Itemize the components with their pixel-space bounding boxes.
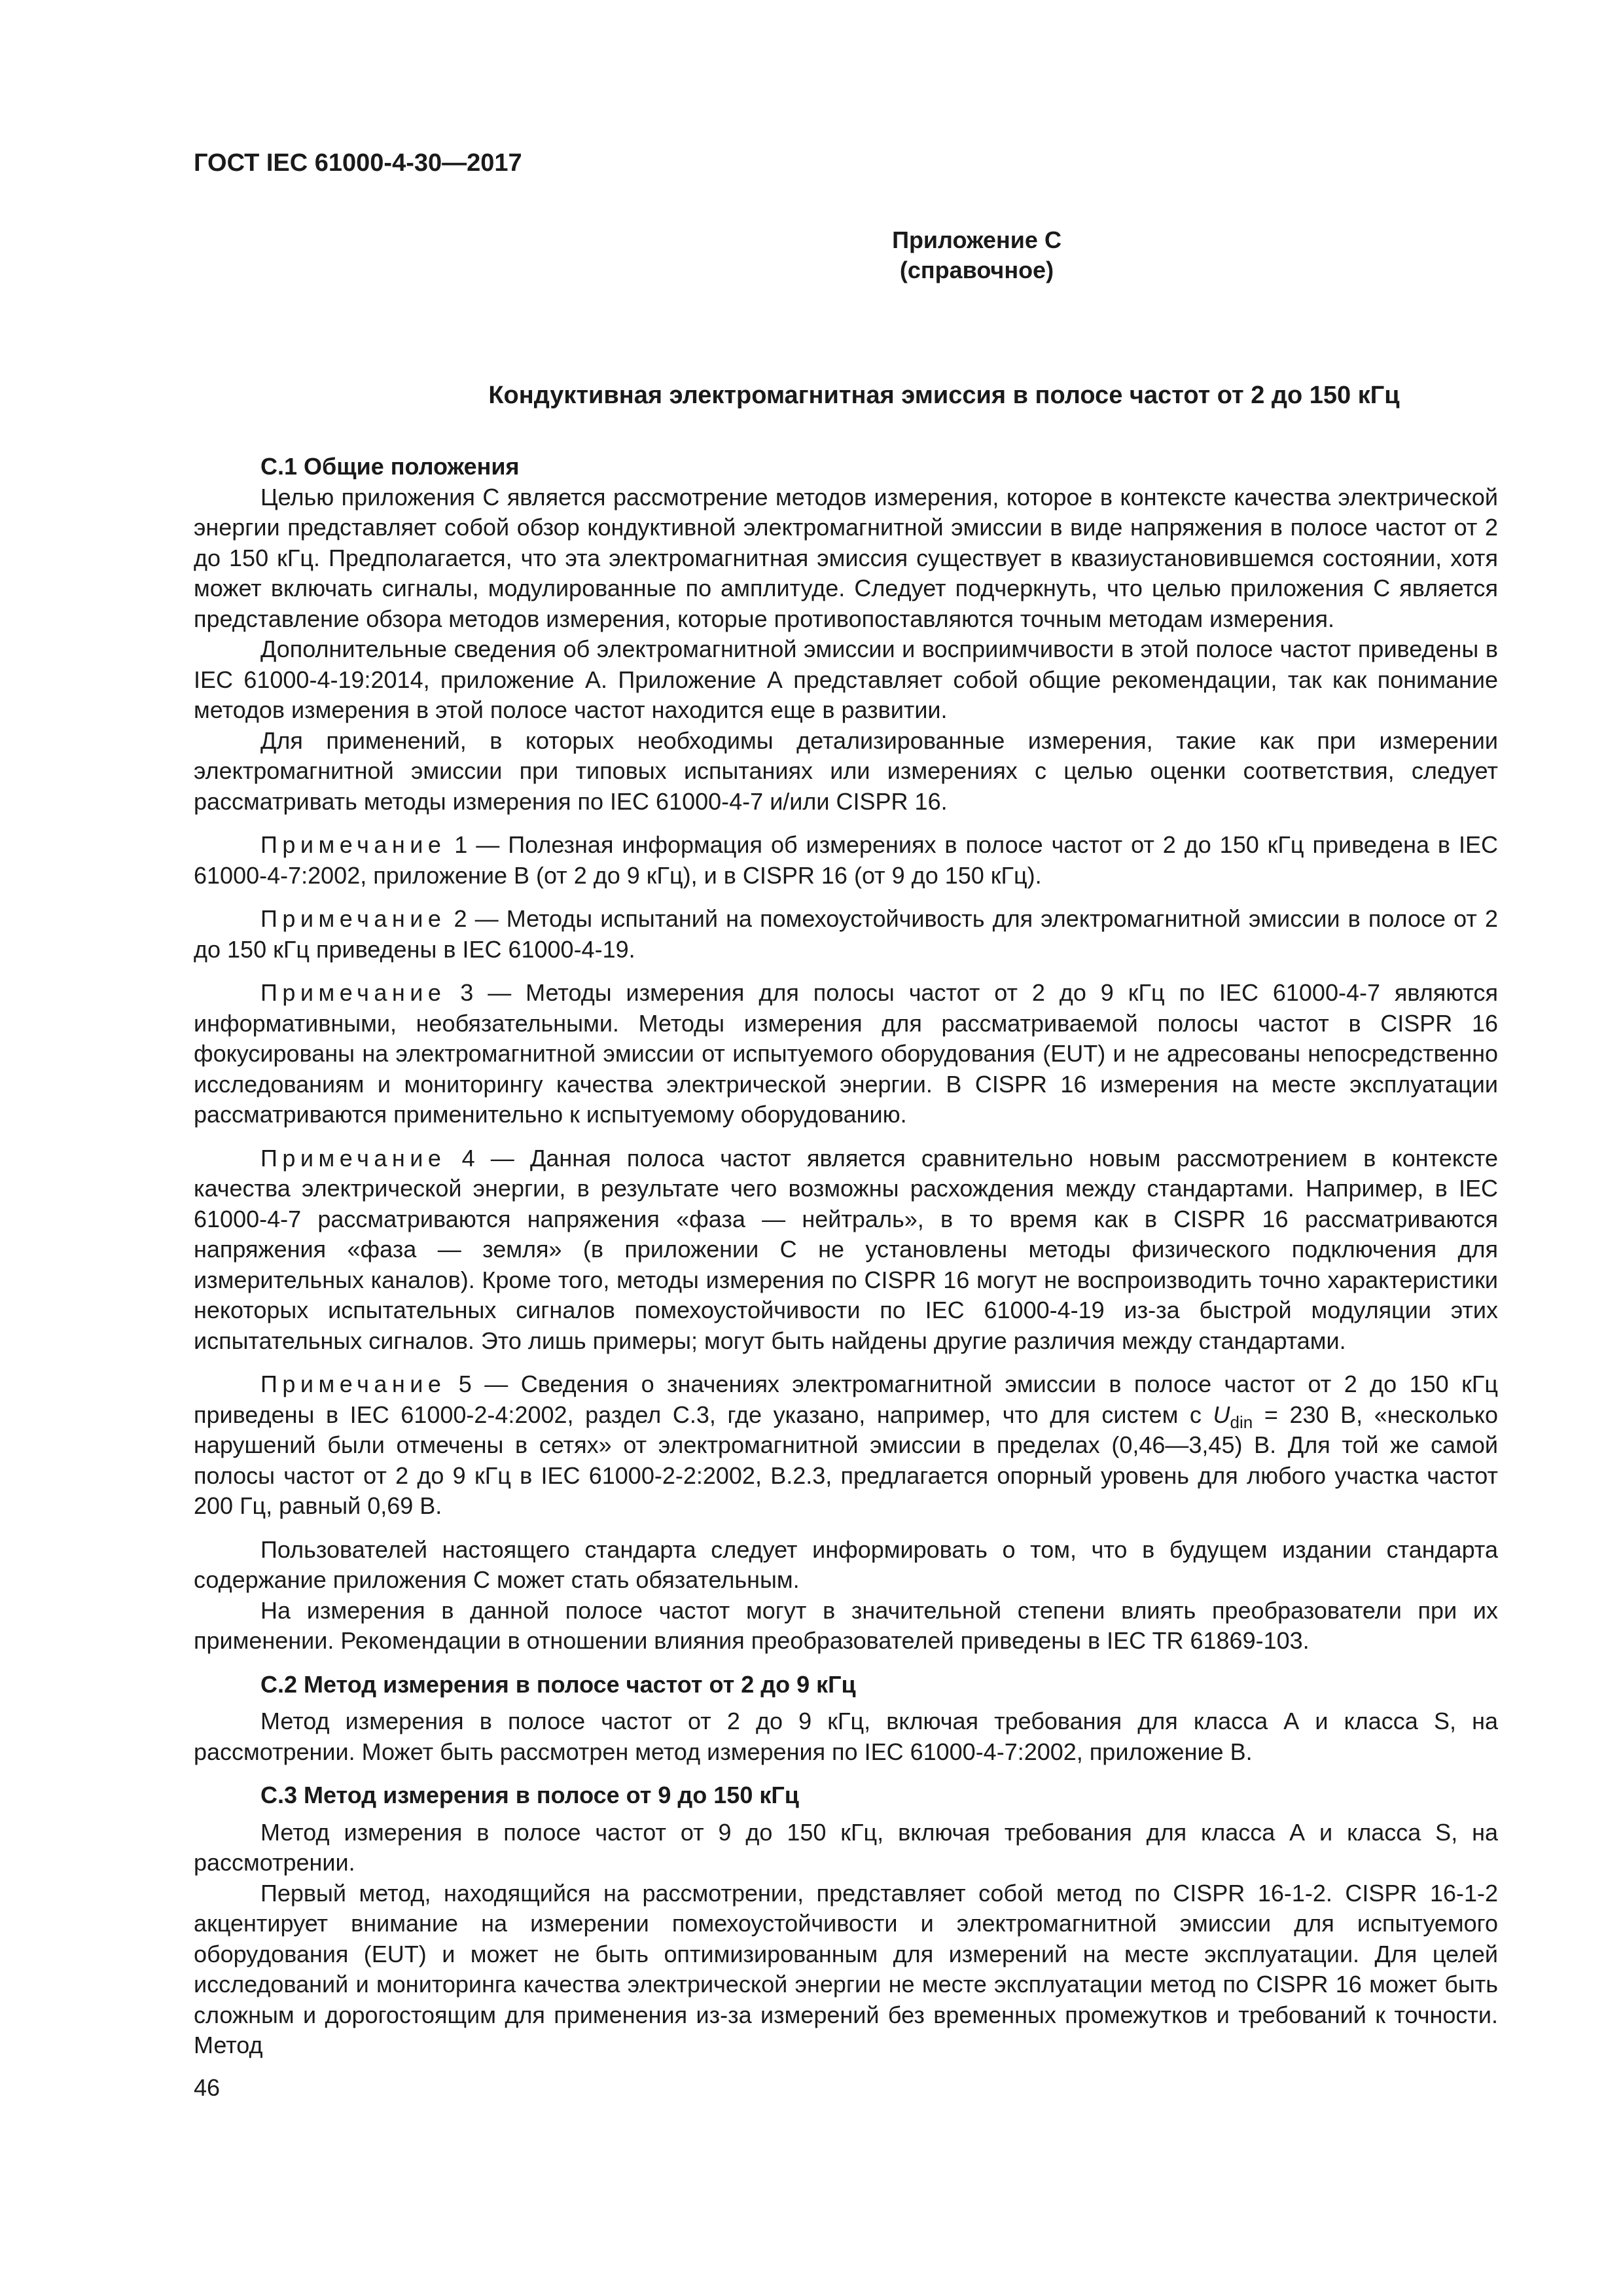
- paragraph: Для применений, в которых необходимы детализированные измерения, такие как при измерении электромагнитной эмиссии при типовых испытаниях или измерениях с целью оценки соответствия, следует рассматривать методы измерения по IEC 61000-4-7 и/или CISPR 16.: [194, 726, 1498, 815]
- paragraph: На измерения в данной полосе частот могут в значительной степени влиять преобразователи при их применении. Рекомендации в отношении влияния преобразователей приведены в IEC TR 61869-103.: [194, 1596, 1498, 1654]
- note-1: [194, 830, 1498, 891]
- voltage-symbol: U: [1213, 1401, 1230, 1428]
- appendix-label: Приложение С: [892, 226, 1061, 253]
- section-heading-c3: С.3 Метод измерения в полосе от 9 до 150 кГц: [260, 1782, 799, 1808]
- note-label: Примечание: [260, 831, 446, 858]
- standard-header: ГОСТ IEC 61000-4-30—2017: [194, 149, 522, 177]
- note-text: 4 — Данная полоса частот является сравнительно новым рассмотрением в контексте качества электрической энергии, в результате чего возможны расхождения между стандартами. Например, в IEC 61000-4-7 рассматриваются напряжения «фаза — нейтраль», в то время как в CISPR 16 рассматриваются напряжения «фаза — земля» (в приложении С не установлены методы физического подключения для измерительных каналов). Кроме того, методы измерения по CISPR 16 могут не воспроизводить точно характеристики некоторых испытательных сигналов помехоустойчивости по IEC 61000-4-19 из-за быстрой модуляции этих испытательных сигналов. Это лишь примеры; могут быть найдены другие различия между стандартами.: [194, 1144, 1498, 1354]
- note-label: Примечание: [260, 1144, 446, 1172]
- page-number: 46: [194, 2074, 221, 2101]
- paragraph: Первый метод, находящийся на рассмотрении, представляет собой метод по CISPR 16-1-2. CISPR 16-1-2 акцентирует внимание на измерении помехоустойчивости и электромагнитной эмиссии для испытуемого оборудования (EUT) и может не быть оптимизированным для измерений на месте эксплуатации. Для целей исследований и мониторинга качества электрической энергии не месте эксплуатации метод по CISPR 16 может быть сложным и дорогостоящим для применения из-за измерений без временных промежутков и требований к точности. Метод: [194, 1879, 1498, 2058]
- note-label: Примечание: [260, 1371, 446, 1397]
- note-text: 3 — Методы измерения для полосы частот от 2 до 9 кГц по IEC 61000-4-7 являются информативными, необязательными. Методы измерения для рассматриваемой полосы частот в CISPR 16 фокусированы на электромагнитной эмиссии от испытуемого оборудования (EUT) и не адресованы непосредственно исследованиям и мониторингу качества электрической энергии. В CISPR 16 измерения на месте эксплуатации рассматриваются применительно к испытуемому оборудованию.: [194, 979, 1498, 1128]
- paragraph: Целью приложения С является рассмотрение методов измерения, которое в контексте качества электрической энергии представляет собой обзор кондуктивной электромагнитной эмиссии в виде напряжения в полосе частот от 2 до 150 кГц. Предполагается, что эта электромагнитная эмиссия существует в квазиустановившемся состоянии, хотя может включать сигналы, модулированные по амплитуде. Следует подчеркнуть, что целью приложения С является представление обзора методов измерения, которые противопоставляются точным методам измерения.: [194, 483, 1498, 632]
- section-heading-c1: С.1 Общие положения: [260, 453, 520, 480]
- note-text: 5 — Сведения о значениях электромагнитной эмиссии в полосе частот от 2 до 150 кГц приведены в IEC 61000-2-4:2002, раздел С.3, где указано, например, что для систем с: [194, 1371, 1498, 1428]
- document-body: [194, 452, 1498, 2061]
- note-text: 1 — Полезная информация об измерениях в полосе частот от 2 до 150 кГц приведена в IEC 61000-4-7:2002, приложение В (от 2 до 9 кГц), и в CISPR 16 (от 9 до 150 кГц).: [194, 831, 1498, 889]
- note-text: = 230 В, «несколько нарушений были отмечены в сетях» от электромагнитной эмиссии в пределах (0,46—3,45) В. Для той же самой полосы частот от 2 до 9 кГц в IEC 61000-2-2:2002, В.2.3, предлагается опорный уровень для любого участка частот 200 Гц, равный 0,69 В.: [194, 1401, 1498, 1519]
- note-label: Примечание: [260, 905, 446, 932]
- note-4: [194, 1143, 1498, 1357]
- note-2: [194, 904, 1498, 965]
- note-5: [194, 1369, 1498, 1522]
- paragraph: Пользователей настоящего стандарта следует информировать о том, что в будущем издании стандарта содержание приложения С может стать обязательным.: [194, 1535, 1498, 1593]
- paragraph: Метод измерения в полосе частот от 9 до 150 кГц, включая требования для класса А и класса S, на рассмотрении.: [194, 1818, 1498, 1876]
- appendix-title: Кондуктивная электромагнитная эмиссия в полосе частот от 2 до 150 кГц: [488, 382, 1400, 409]
- note-label: Примечание: [260, 979, 446, 1006]
- paragraph: Метод измерения в полосе частот от 2 до 9 кГц, включая требования для класса А и класса S, на рассмотрении. Может быть рассмотрен метод измерения по IEC 61000-4-7:2002, приложение В.: [194, 1708, 1498, 1765]
- appendix-kind: (справочное): [899, 257, 1054, 283]
- section-heading-c2: С.2 Метод измерения в полосе частот от 2 до 9 кГц: [260, 1670, 856, 1698]
- note-3: [194, 978, 1498, 1130]
- note-text: 2 — Методы испытаний на помехоустойчивость для электромагнитной эмиссии в полосе от 2 до 150 кГц приведены в IEC 61000-4-19.: [194, 905, 1498, 963]
- paragraph: Дополнительные сведения об электромагнитной эмиссии и восприимчивости в этой полосе частот приведены в IEC 61000-4-19:2014, приложение А. Приложение А представляет собой общие рекомендации, так как понимание методов измерения в этой полосе частот находится еще в развитии.: [194, 636, 1498, 723]
- appendix-label-block: [194, 225, 1498, 285]
- voltage-subscript: din: [1230, 1412, 1253, 1432]
